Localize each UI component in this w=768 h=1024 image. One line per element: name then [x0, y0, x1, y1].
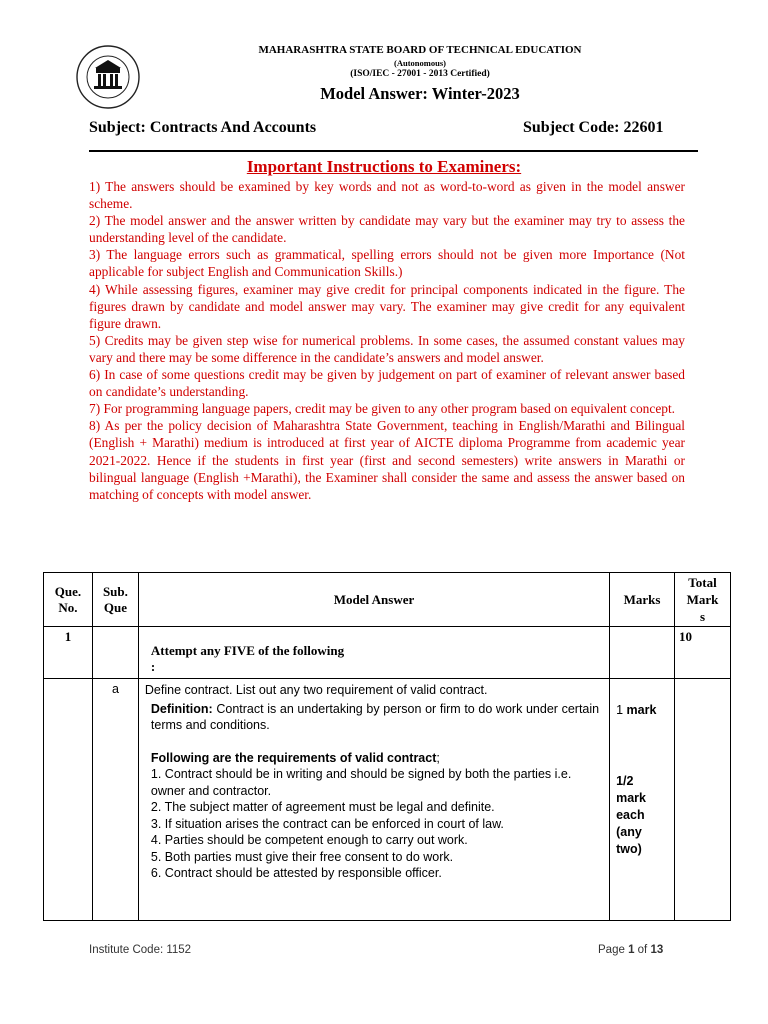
subject-code: Subject Code: 22601 [523, 119, 664, 136]
list-item: 1. Contract should be in writing and should be signed by both the parties i.e. owner and contractor. [150, 767, 572, 798]
header-que-no: Que. No. [44, 573, 93, 627]
instructions-title: Important Instructions to Examiners: [246, 157, 522, 176]
header-total-marks: Total Mark s [675, 573, 731, 627]
iso-certified: (ISO/IEC - 27001 - 2013 Certified) [350, 69, 490, 79]
list-item: 6. Contract should be attested by responsible officer. [150, 866, 442, 880]
table-row [44, 627, 731, 679]
instruction-item: 8) As per the policy decision of Maharashtra State Government, teaching in English/Marathi and Bilingual (English + Marathi) medium is introduced at first year of AICTE diploma Programme from academic year 2021-2022. Hence if the students in first year (first and second semesters) write answers in Marathi or bilingual language (English +Marathi), the Examiner shall consider the same and assess the answer based on matching of concepts with model answer. [89, 418, 685, 502]
board-name: MAHARASHTRA STATE BOARD OF TECHNICAL EDUCATION [258, 44, 582, 56]
marks-cell [610, 679, 675, 921]
marks-definition: 1 mark [616, 703, 657, 717]
model-answer-table [43, 572, 731, 921]
instruction-item: 5) Credits may be given step wise for numerical problems. In some cases, the assumed constant values may vary and there may be some difference in the candidate’s answers and model answer. [89, 332, 685, 365]
autonomous-label: (Autonomous) [394, 58, 446, 68]
list-item: 4. Parties should be competent enough to carry out work. [150, 833, 468, 847]
sub-question-text: Define contract. List out any two requirement of valid contract. [144, 683, 488, 697]
answer-cell [138, 679, 609, 921]
instruction-item: 1) The answers should be examined by key words and not as word-to-word as given in the model answer scheme. [89, 179, 685, 212]
header-marks: Marks [610, 573, 675, 627]
definition: Definition: Contract is an undertaking by person or firm to do work under certain terms and conditions. [150, 701, 600, 732]
requirements-heading: Following are the requirements of valid contract; [150, 750, 440, 765]
table-header-row [44, 573, 731, 627]
question-instruction: Attempt any FIVE of the following : [138, 627, 609, 679]
header-model-answer: Model Answer [138, 573, 609, 627]
msbte-logo [75, 44, 141, 110]
question-number: 1 [44, 627, 93, 679]
total-marks-value: 10 [675, 627, 731, 679]
instruction-item: 4) While assessing figures, examiner may give credit for principal components indicated in the figure. The figures drawn by candidate and model answer may vary. The examiner may give credit for any equivalent figure drawn. [89, 281, 685, 331]
header-sub-que: Sub. Que [92, 573, 138, 627]
table-row [44, 679, 731, 921]
instruction-item: 2) The model answer and the answer written by candidate may vary but the examiner may try to assess the understanding level of the candidate. [89, 213, 685, 246]
list-item: 5. Both parties must give their free consent to do work. [150, 849, 454, 864]
list-item: 2. The subject matter of agreement must be legal and definite. [150, 800, 495, 814]
model-answer-title: Model Answer: Winter-2023 [320, 84, 520, 103]
header-divider [89, 150, 698, 152]
marks-requirements: 1/2 mark each (any two) [616, 774, 646, 856]
instruction-item: 7) For programming language papers, credit may be given to any other program based on equivalent concept. [89, 401, 676, 417]
sub-question-label: a [92, 679, 138, 921]
page-number: Page 1 of 13 [598, 944, 664, 956]
instructions-list [89, 178, 685, 503]
subject-name: Subject: Contracts And Accounts [89, 119, 317, 136]
instruction-item: 6) In case of some questions credit may be given by judgement on part of examiner of relevant answer based on candidate’s understanding. [89, 367, 685, 400]
list-item: 3. If situation arises the contract can be enforced in court of law. [150, 816, 504, 831]
institute-code: Institute Code: 1152 [89, 944, 192, 956]
instruction-item: 3) The language errors such as grammatical, spelling errors should not be given more Importance (Not applicable for subject English and Communication Skills.) [89, 247, 685, 280]
requirements-list [145, 766, 599, 882]
